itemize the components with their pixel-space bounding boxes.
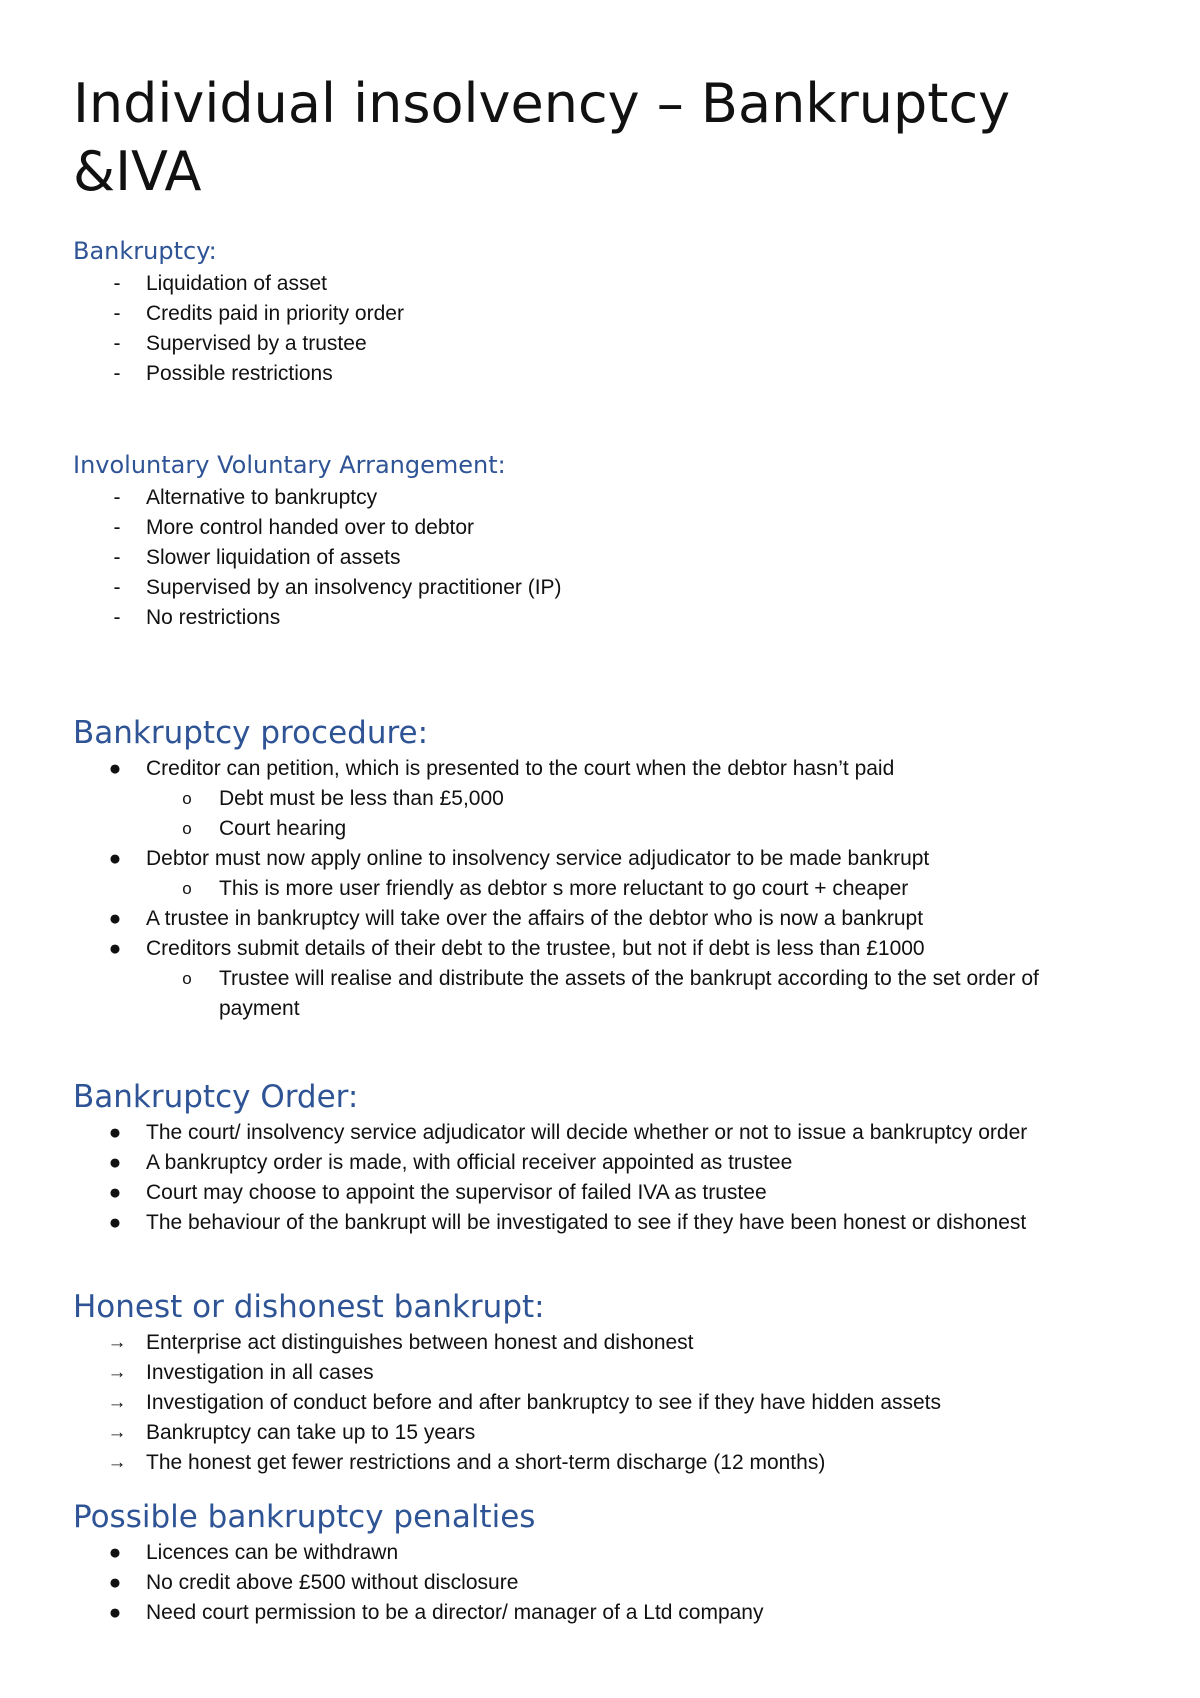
dash-marker: -: [113, 576, 121, 599]
circle-marker: o: [182, 969, 192, 988]
document-page: Individual insolvency – Bankruptcy &IVA Bankruptcy: - Liquidation of asset - Credits paid in priority order - Supervised by a trustee - Possible restrictions Involuntary Voluntary Arrangement: - Alternative to bankruptcy - More control handed over to debtor - Slower liquidation of assets - Supervised by an insolvency practitioner (IP) - No restrictions Bankruptcy procedure: ● Creditor can petition, which is presented to the court when the debtor hasn’t paid o Debt must be less than £5,000 o Court hearing ● Debtor must now apply online to insolvency service adjudicator to be made bankrupt o This is more user friendly as debtor s more reluctant to go court + cheaper ● A trustee in bankruptcy will take over the affairs of the debtor who is now a bankrupt ● Creditors submit details of their debt to the trustee, but not if debt is less than £1000 o Trustee will realise and distribute the assets of the bankrupt according to the set order of payment Bankruptcy Order: ● The court/ insolvency service adjudicator will decide whether or not to issue a bankruptcy order ● A bankruptcy order is made, with official receiver appointed as trustee ● Court may choose to appoint the supervisor of failed IVA as trustee ● The behaviour of the bankrupt will be investigated to see if they have been honest or dishonest Honest or dishonest bankrupt: → Enterprise act distinguishes between honest and dishonest → Investigation in all cases → Investigation of conduct before and after bankruptcy to see if they have hidden assets → Bankruptcy can take up to 15 years → The honest get fewer restrictions and a short-term discharge (12 months) Possible bankruptcy penalties ● Licences can be withdrawn ● No credit above £500 without disclosure ● Need court permission to be a director/ manager of a Ltd company: [0, 0, 1200, 1698]
arrow-right-icon: →: [107, 1392, 127, 1413]
arrow-right-icon: →: [107, 1452, 127, 1473]
dash-marker: -: [113, 486, 121, 509]
bullet-marker: ●: [108, 847, 122, 870]
heading-honest: Honest or dishonest bankrupt:: [73, 1289, 545, 1325]
bullet-marker: ●: [108, 937, 122, 960]
circle-marker: o: [182, 879, 192, 898]
dash-marker: -: [113, 516, 121, 539]
dash-marker: -: [113, 606, 121, 629]
bullet-marker: ●: [108, 1571, 122, 1594]
dash-marker: -: [113, 362, 121, 385]
heading-bankruptcy: Bankruptcy:: [73, 237, 217, 265]
bullet-marker: ●: [108, 757, 122, 780]
heading-iva: Involuntary Voluntary Arrangement:: [73, 451, 506, 479]
page-title: Individual insolvency – Bankruptcy &IVA: [73, 72, 1011, 203]
bullet-marker: ●: [108, 907, 122, 930]
bullet-marker: ●: [108, 1181, 122, 1204]
dash-marker: -: [113, 332, 121, 355]
arrow-right-icon: →: [107, 1362, 127, 1383]
arrow-right-icon: →: [107, 1332, 127, 1353]
bullet-marker: ●: [108, 1211, 122, 1234]
bullet-marker: ●: [108, 1541, 122, 1564]
heading-procedure: Bankruptcy procedure:: [73, 715, 429, 751]
circle-marker: o: [182, 789, 192, 808]
dash-marker: -: [113, 546, 121, 569]
heading-order: Bankruptcy Order:: [73, 1079, 359, 1115]
bullet-marker: ●: [108, 1151, 122, 1174]
heading-penalties: Possible bankruptcy penalties: [73, 1499, 536, 1535]
bullet-marker: ●: [108, 1121, 122, 1144]
dash-marker: -: [113, 302, 121, 325]
circle-marker: o: [182, 819, 192, 838]
arrow-right-icon: →: [107, 1422, 127, 1443]
dash-marker: -: [113, 272, 121, 295]
bullet-marker: ●: [108, 1601, 122, 1624]
